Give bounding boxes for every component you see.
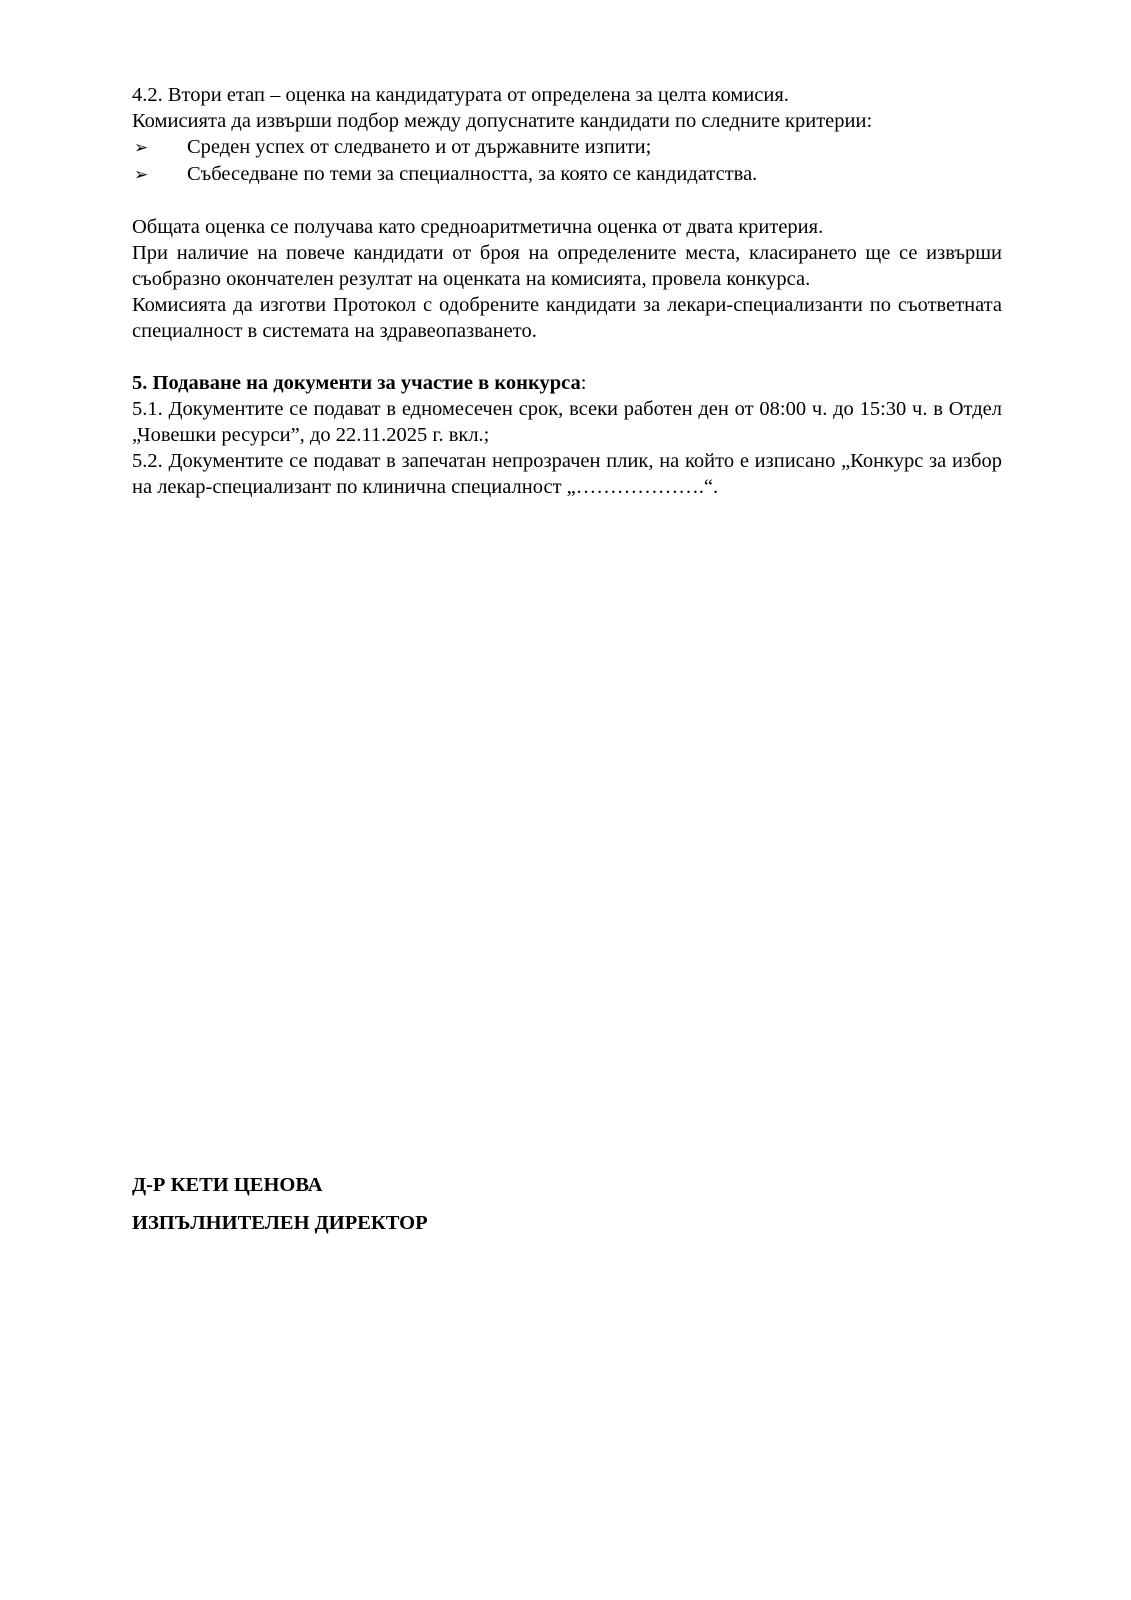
section-5-heading-colon: : [580,372,587,394]
section-5-1: 5.1. Документите се подават в едномесечен срок, всеки работен ден от 08:00 ч. до 15:30 ч. в Отдел „Човешки ресурси”, до 22.11.2025 г. вкл.; [132,398,1002,446]
spacer [132,344,1002,370]
document-body [132,82,1002,500]
section-4-2-title: 4.2. Втори етап – оценка на кандидатурата от определена за целта комисия. [132,84,789,106]
signatory-name: Д-Р КЕТИ ЦЕНОВА [132,1174,323,1196]
signature-block [132,1170,428,1246]
criteria-item-text: Събеседване по теми за специалността, за която се кандидатства. [187,163,758,185]
criteria-item-text: Среден успех от следването и от държавните изпити; [187,136,652,158]
section-5-2: 5.2. Документите се подават в запечатан непрозрачен плик, на който е изписано „Конкурс за избор на лекар-специализант по клинична специалност „……………….“. [132,450,1002,498]
arrow-bullet-icon: ➢ [134,165,149,184]
assessment-paragraph-3: Комисията да изготви Протокол с одобрените кандидати за лекари-специализанти по съответната специалност в системата на здравеопазването. [132,294,1002,342]
section-5-heading-text: 5. Подаване на документи за участие в конкурса [132,372,581,394]
criteria-item [132,161,1002,188]
criteria-intro: Комисията да извърши подбор между допуснатите кандидати по следните критерии: [132,110,873,132]
arrow-bullet-icon: ➢ [134,138,149,157]
spacer [132,188,1002,214]
criteria-item [132,134,1002,161]
assessment-paragraph-1: Общата оценка се получава като средноаритметична оценка от двата критерия. [132,216,824,238]
section-5-heading [132,370,1002,396]
assessment-paragraph-2: При наличие на повече кандидати от броя на определените места, класирането ще се извърши съобразно окончателен резултат на оценката на комисията, провела конкурса. [132,242,1002,290]
signatory-position: ИЗПЪЛНИТЕЛЕН ДИРЕКТОР [132,1212,428,1234]
